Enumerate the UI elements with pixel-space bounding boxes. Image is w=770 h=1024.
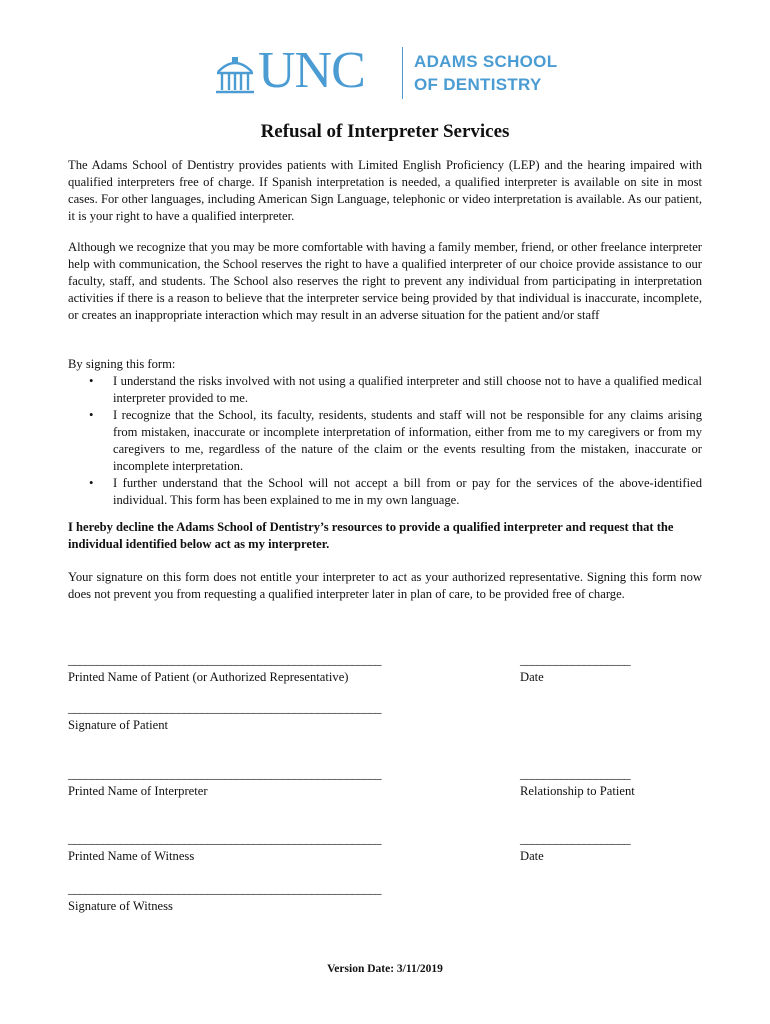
signature-notice-paragraph: Your signature on this form does not entitle your interpreter to act as your authorized representative. Signing this form now does not prevent you from requesting a qualified interpreter later in plan of care, to be provided free of charge. bbox=[68, 570, 702, 601]
bullet-icon: • bbox=[89, 408, 94, 422]
witness-signature-line[interactable]: ______________________________________________________ bbox=[68, 882, 382, 896]
interpreter-policy-paragraph: Although we recognize that you may be more comfortable with having a family member, friend, or other freelance interpreter help with communication, the School reserves the right to have a qualified interpreter of our choice provide assistance to our faculty, staff, and students. The School also reserves the right to prevent any individual from participating in interpretation activities if there is a reason to believe that the interpreter service being provided by that individual is inaccurate, incomplete, or creates an inappropriate interaction which may result in an adverse situation for the patient and/or staff bbox=[68, 240, 702, 322]
bullet-icon: • bbox=[89, 374, 94, 388]
school-name bbox=[414, 50, 557, 96]
document-title: Refusal of Interpreter Services bbox=[260, 121, 510, 142]
bullet-icon: • bbox=[89, 476, 94, 490]
date-label-2: Date bbox=[520, 849, 544, 863]
by-signing-label: By signing this form: bbox=[68, 357, 176, 371]
witness-signature-label: Signature of Witness bbox=[68, 899, 173, 913]
list-item bbox=[68, 407, 702, 475]
relationship-line[interactable]: ___________________ bbox=[520, 767, 631, 781]
declaration-statement: I hereby decline the Adams School of Dentistry’s resources to provide a qualified interpreter and request that the individual identified below act as my interpreter. bbox=[68, 520, 674, 551]
date-label-1: Date bbox=[520, 670, 544, 684]
patient-name-label: Printed Name of Patient (or Authorized Representative) bbox=[68, 670, 349, 684]
acknowledgement-list bbox=[68, 373, 702, 509]
date-line-2[interactable]: ___________________ bbox=[520, 832, 631, 846]
date-line-1[interactable]: ___________________ bbox=[520, 653, 631, 667]
logo-divider bbox=[402, 47, 403, 99]
list-item-text: I understand the risks involved with not using a qualified interpreter and still choose not to have a qualified medical interpreter provided to me. bbox=[113, 374, 702, 405]
school-name-line-2: OF DENTISTRY bbox=[414, 75, 542, 94]
list-item bbox=[68, 475, 702, 509]
patient-name-line[interactable]: ______________________________________________________ bbox=[68, 653, 382, 667]
witness-name-label: Printed Name of Witness bbox=[68, 849, 195, 863]
intro-paragraph: The Adams School of Dentistry provides patients with Limited English Proficiency (LEP) and the hearing impaired with qualified interpreters free of charge. If Spanish interpretation is needed, a qualified interpreter is available on site in most cases. For other languages, including American Sign Language, telephonic or video interpretation is available. As our patient, it is your right to have a qualified interpreter. bbox=[68, 158, 702, 223]
unc-wordmark: UNC bbox=[258, 42, 365, 99]
unc-adams-logo bbox=[214, 42, 559, 101]
list-item-text: I recognize that the School, its faculty, residents, students and staff will not be responsible for any claims arising from mistaken, inaccurate or incomplete interpretation of information, either from me to my caregivers or from my caregivers to me, regardless of the nature of the claim or the events resulting from the mistaken, inaccurate or incomplete interpretation. bbox=[113, 408, 702, 473]
patient-signature-line[interactable]: ______________________________________________________ bbox=[68, 701, 382, 715]
witness-name-line[interactable]: ______________________________________________________ bbox=[68, 832, 382, 846]
interpreter-name-label: Printed Name of Interpreter bbox=[68, 784, 208, 798]
patient-signature-label: Signature of Patient bbox=[68, 718, 169, 732]
version-date: Version Date: 3/11/2019 bbox=[327, 963, 443, 975]
old-well-icon bbox=[214, 52, 256, 95]
school-name-line-1: ADAMS SCHOOL bbox=[414, 52, 558, 71]
list-item bbox=[68, 373, 702, 407]
relationship-label: Relationship to Patient bbox=[520, 784, 635, 798]
interpreter-name-line[interactable]: ______________________________________________________ bbox=[68, 767, 382, 781]
list-item-text: I further understand that the School will not accept a bill from or pay for the services of the above-identified individual. This form has been explained to me in my own language. bbox=[113, 476, 702, 507]
